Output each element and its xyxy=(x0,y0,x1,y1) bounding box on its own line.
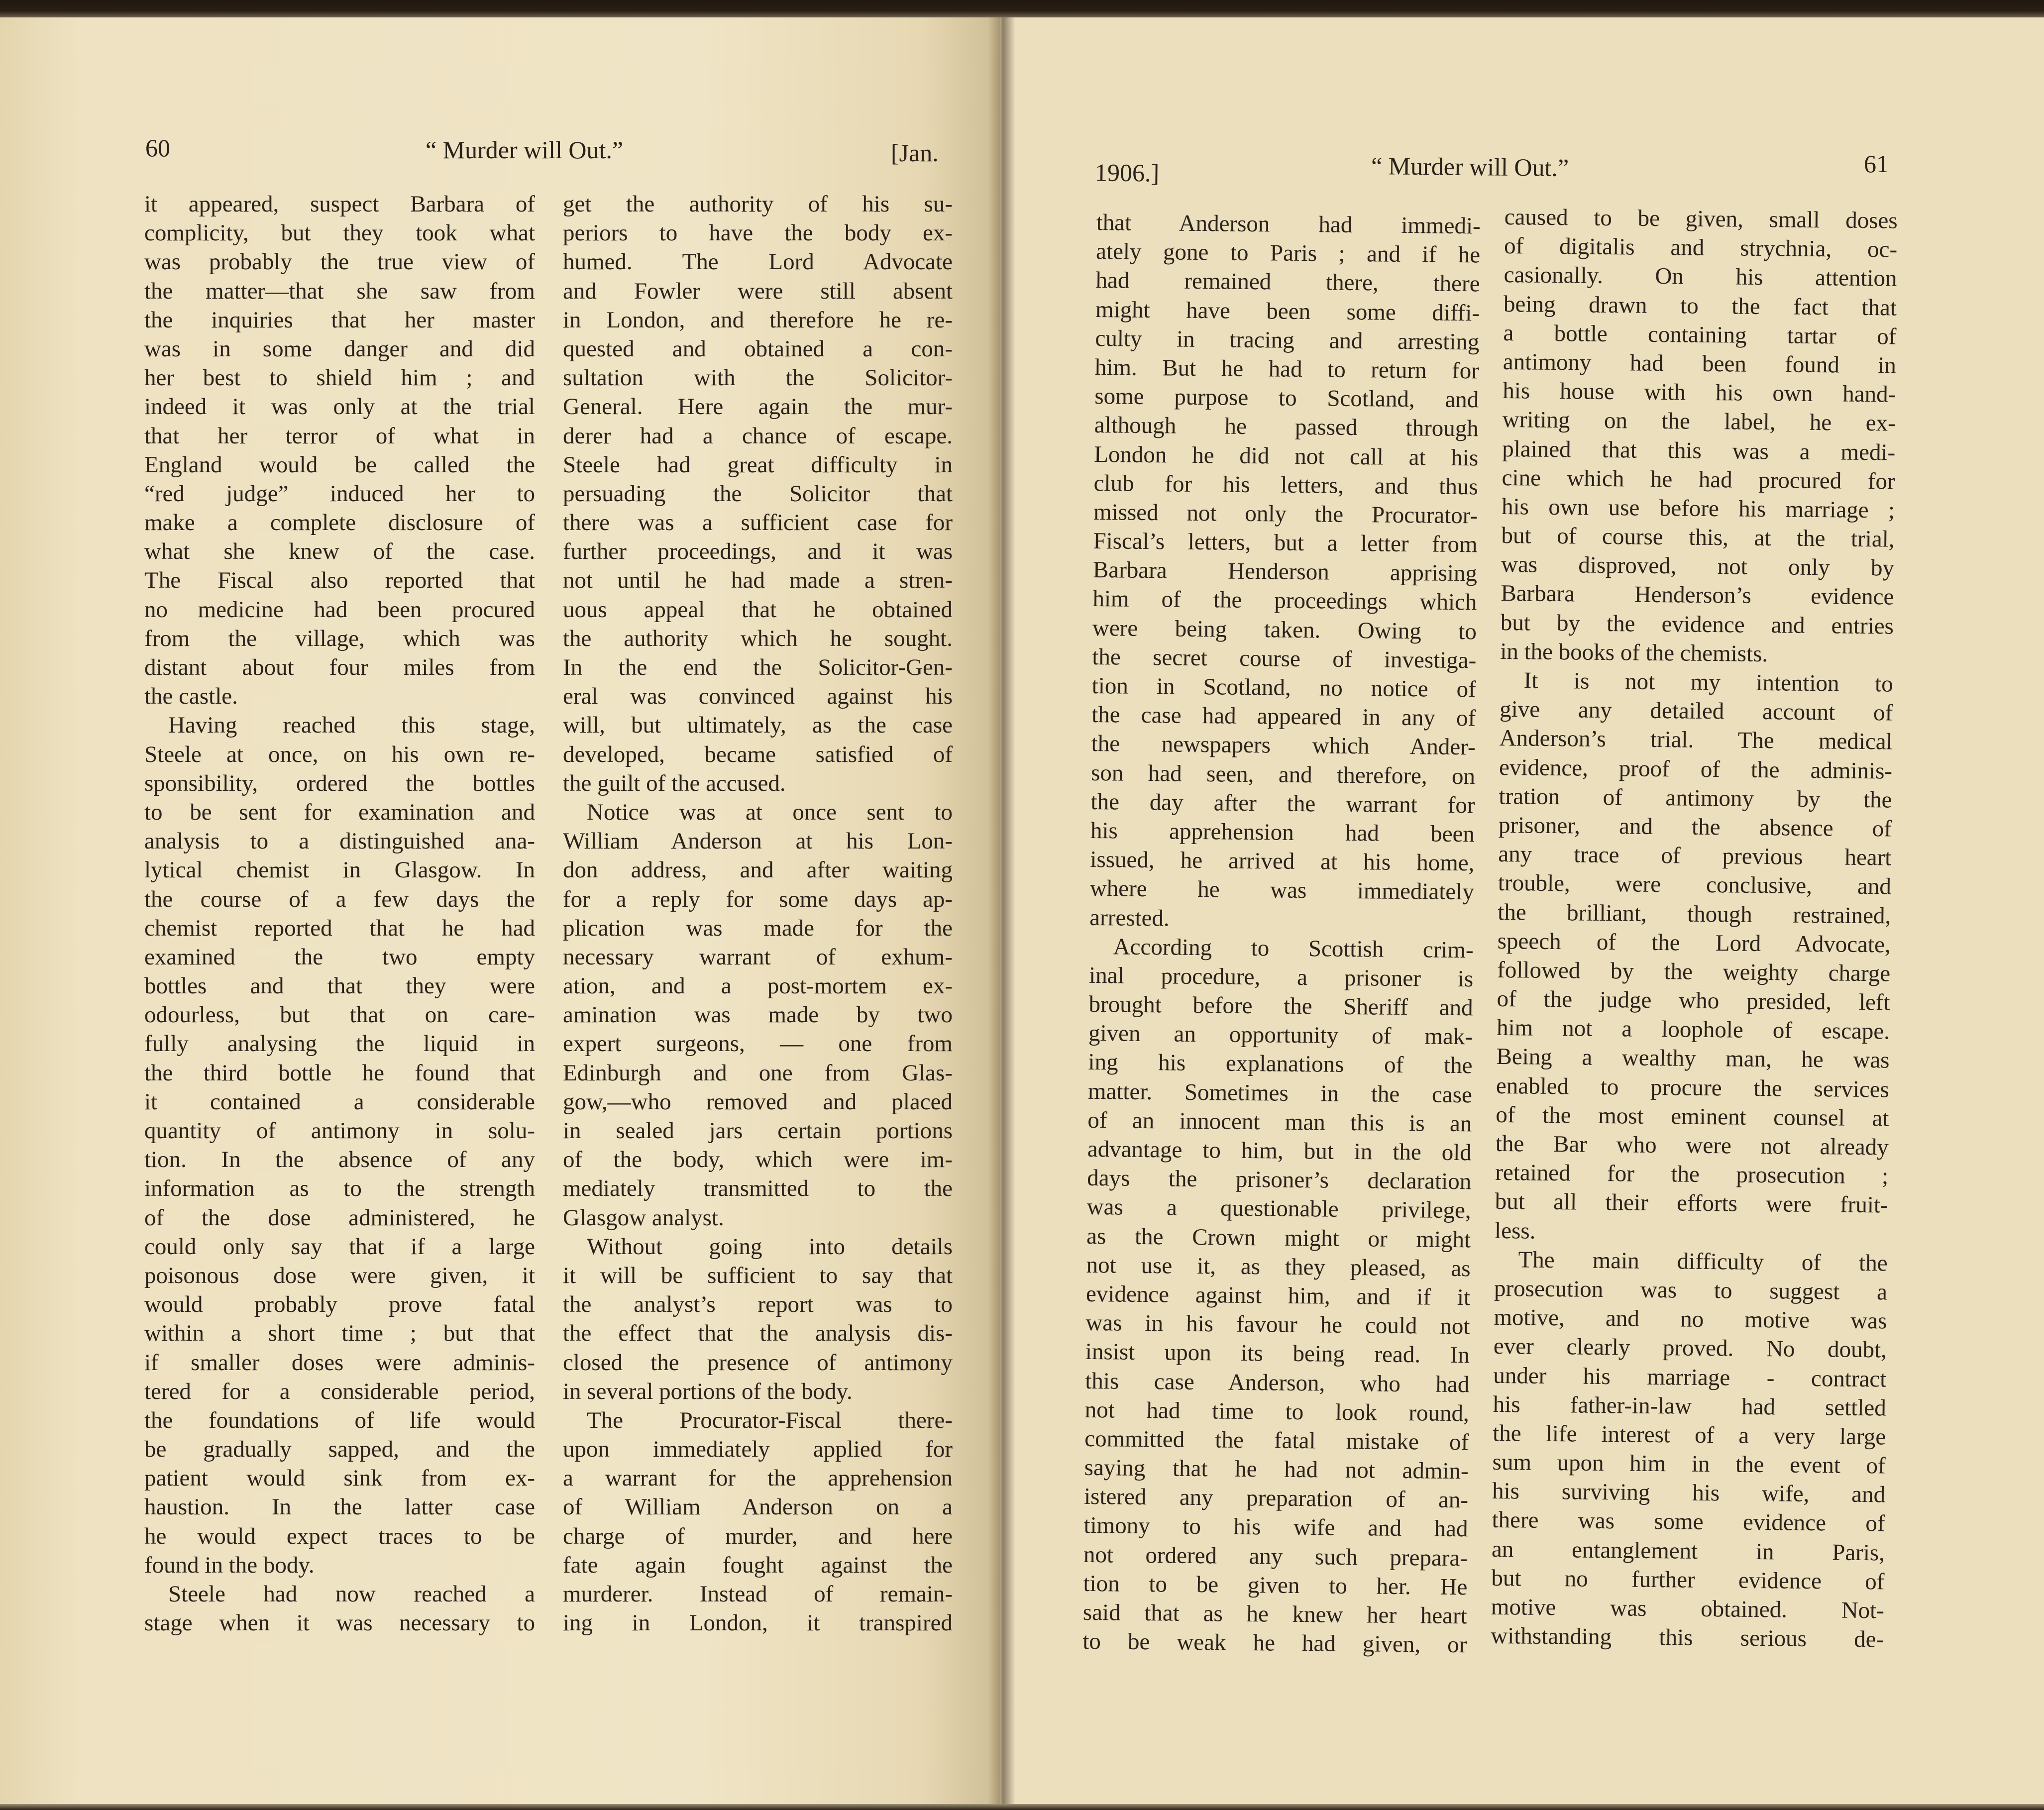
text-line: followed by the weighty charge xyxy=(1497,957,1891,987)
text-line: would probably prove fatal xyxy=(144,1291,535,1318)
text-line: don address, and after waiting xyxy=(563,857,953,883)
text-line: prisoner, and the absence of xyxy=(1498,812,1892,842)
text-line: uous appeal that he obtained xyxy=(563,596,953,623)
text-line: missed not only the Procurator- xyxy=(1093,499,1478,529)
text-line: his apprehension had been xyxy=(1090,817,1475,848)
text-line: ing his explanations of the xyxy=(1088,1049,1473,1079)
text-line: the authority which he sought. xyxy=(563,625,953,651)
text-line: chemist reported that he had xyxy=(144,915,535,941)
text-line: necessary warrant of exhum- xyxy=(563,944,953,970)
text-line: istered any preparation of an- xyxy=(1083,1484,1469,1513)
text-line: Barbara Henderson apprising xyxy=(1092,557,1478,587)
text-line: not had time to look round, xyxy=(1084,1396,1470,1426)
text-line: tion in Scotland, no notice of xyxy=(1091,672,1476,703)
text-line: in London, and therefore he re- xyxy=(563,307,953,333)
text-line: developed, became satisfied of xyxy=(563,741,953,767)
text-line: The main difficulty of the xyxy=(1518,1247,1888,1277)
text-line: motive, and no motive was xyxy=(1494,1304,1887,1334)
text-line: get the authority of his su- xyxy=(563,191,953,217)
text-line: found in the body. xyxy=(144,1552,315,1578)
text-line: of an innocent man this is an xyxy=(1087,1107,1472,1137)
text-line: his surviving his wife, and xyxy=(1492,1478,1886,1508)
text-line: the guilt of the accused. xyxy=(563,770,786,796)
text-line: committed the fatal mistake of xyxy=(1084,1425,1469,1456)
text-line: saying that he had not admin- xyxy=(1084,1454,1469,1485)
text-line: eral was convinced against his xyxy=(563,683,953,710)
text-line: insist upon its being read. In xyxy=(1085,1339,1470,1369)
text-line: motive was obtained. Not- xyxy=(1491,1594,1885,1624)
text-line: the effect that the analysis dis- xyxy=(563,1320,953,1347)
text-line: timony to his wife and had xyxy=(1083,1512,1468,1542)
text-line: stage when it was necessary to xyxy=(144,1610,535,1636)
text-line: It is not my intention to xyxy=(1523,667,1893,697)
text-line: “red judge” induced her to xyxy=(144,480,535,507)
text-line: it appeared, suspect Barbara of xyxy=(144,191,535,217)
text-line: mediately transmitted to the xyxy=(563,1175,953,1202)
text-line: General. Here again the mur- xyxy=(563,394,953,420)
text-line: advantage to him, but in the old xyxy=(1087,1136,1472,1166)
text-line: was disproved, not only by xyxy=(1501,551,1895,581)
text-line: given an opportunity of mak- xyxy=(1088,1020,1473,1050)
text-line: under his marriage - contract xyxy=(1493,1362,1887,1392)
text-line: the newspapers which Ander- xyxy=(1091,731,1476,760)
text-line: writing on the label, he ex- xyxy=(1502,407,1896,436)
text-line: brought before the Sheriff and xyxy=(1088,991,1473,1021)
text-line: was in his favour he could not xyxy=(1085,1310,1470,1340)
text-line: him. But he had to return for xyxy=(1094,354,1480,384)
book-gutter xyxy=(988,17,1015,1804)
text-line: in the books of the chemists. xyxy=(1500,638,1768,667)
text-line: no medicine had been procured xyxy=(144,596,535,623)
text-line: gow,—who removed and placed xyxy=(563,1088,953,1115)
text-line: of the dose administered, he xyxy=(144,1204,535,1231)
text-line: antimony had been found in xyxy=(1503,348,1897,379)
text-line: caused to be given, small doses xyxy=(1504,204,1898,234)
text-line: quested and obtained a con- xyxy=(563,335,953,362)
text-line: examined the two empty xyxy=(144,944,535,970)
text-line: be gradually sapped, and the xyxy=(144,1436,535,1463)
text-line: information as to the strength xyxy=(144,1175,535,1202)
left-page-number: 60 xyxy=(145,134,170,162)
text-line: The Fiscal also reported that xyxy=(144,567,535,594)
text-line: might have been some diffi- xyxy=(1095,296,1480,326)
text-line: London he did not call at his xyxy=(1094,441,1479,471)
text-line: speech of the Lord Advocate, xyxy=(1497,928,1891,958)
text-line: bottles and that they were xyxy=(144,973,535,999)
text-line: this case Anderson, who had xyxy=(1085,1368,1470,1397)
text-line: culty in tracing and arresting xyxy=(1095,325,1480,355)
text-line: although he passed through xyxy=(1094,412,1479,442)
text-line: ation, and a post-mortem ex- xyxy=(563,973,953,999)
text-line: In the end the Solicitor-Gen- xyxy=(563,654,953,680)
right-page-number: 61 xyxy=(1864,150,1889,178)
left-running-title: “ Murder will Out.” xyxy=(426,136,624,164)
text-line: of William Anderson on a xyxy=(563,1494,953,1520)
text-line: what she knew of the case. xyxy=(144,538,535,565)
text-line: plained that this was a medi- xyxy=(1502,435,1896,466)
text-line: periors to have the body ex- xyxy=(563,220,953,246)
text-line: his father-in-law had settled xyxy=(1493,1391,1887,1421)
text-line: club for his letters, and thus xyxy=(1093,470,1478,500)
text-line: matter. Sometimes in the case xyxy=(1087,1078,1473,1108)
text-line: being drawn to the fact that xyxy=(1503,291,1897,321)
text-line: Anderson’s trial. The medical xyxy=(1499,725,1893,755)
text-line: enabled to procure the services xyxy=(1496,1072,1890,1103)
text-line: he would expect traces to be xyxy=(144,1523,535,1549)
text-line: Fiscal’s letters, but a letter from xyxy=(1093,528,1478,558)
text-line: derer had a chance of escape. xyxy=(563,423,953,449)
text-line: tration of antimony by the xyxy=(1499,783,1892,813)
text-line: the brilliant, though restrained, xyxy=(1498,899,1891,929)
text-line: make a complete disclosure of xyxy=(144,510,535,536)
text-line: a warrant for the apprehension xyxy=(563,1465,953,1491)
text-line: The Procurator-Fiscal there- xyxy=(587,1407,953,1433)
text-line: the third bottle he found that xyxy=(144,1060,535,1086)
text-line: the life interest of a very large xyxy=(1493,1420,1886,1450)
text-line: there was some evidence of xyxy=(1492,1507,1885,1537)
text-line: of digitalis and strychnia, oc- xyxy=(1504,233,1898,263)
text-line: the inquiries that her master xyxy=(144,307,535,333)
text-line: him not a loophole of escape. xyxy=(1496,1015,1890,1045)
text-line: days the prisoner’s declaration xyxy=(1087,1165,1472,1195)
text-line: not use it, as they pleased, as xyxy=(1086,1252,1471,1282)
text-line: him of the proceedings which xyxy=(1092,586,1477,616)
text-line: not until he had made a stren- xyxy=(563,567,953,594)
text-line: could only say that if a large xyxy=(144,1233,535,1260)
text-line: an entanglement in Paris, xyxy=(1491,1536,1885,1566)
text-line: will, but ultimately, as the case xyxy=(563,712,953,739)
text-line: upon immediately applied for xyxy=(563,1436,953,1463)
text-line: ever clearly proved. No doubt, xyxy=(1493,1333,1887,1363)
text-line: lytical chemist in Glasgow. In xyxy=(144,857,535,883)
text-line: haustion. In the latter case xyxy=(144,1494,535,1520)
text-line: was a questionable privilege, xyxy=(1086,1194,1471,1224)
text-line: amination was made by two xyxy=(563,1002,953,1028)
text-line: evidence, proof of the adminis- xyxy=(1499,754,1893,784)
text-line: humed. The Lord Advocate xyxy=(563,249,953,275)
text-line: issued, he arrived at his home, xyxy=(1090,847,1475,876)
text-line: withstanding this serious de- xyxy=(1491,1623,1884,1653)
text-line: According to Scottish crim- xyxy=(1113,934,1474,963)
text-line: her best to shield him ; and xyxy=(144,365,535,391)
text-line: his house with his own hand- xyxy=(1503,378,1896,408)
text-line: William Anderson at his Lon- xyxy=(563,828,953,854)
text-line: were being taken. Owing to xyxy=(1092,615,1477,644)
text-line: but of course this, at the trial, xyxy=(1501,523,1895,552)
text-line: closed the presence of antimony xyxy=(563,1349,953,1376)
text-line: further proceedings, and it was xyxy=(563,538,953,565)
text-line: complicity, but they took what xyxy=(144,220,535,246)
text-line: casionally. On his attention xyxy=(1504,262,1897,292)
text-line: from the village, which was xyxy=(144,625,535,651)
text-line: the secret course of investiga- xyxy=(1092,643,1477,674)
text-line: murderer. Instead of remain- xyxy=(563,1581,953,1607)
text-line: quantity of antimony in solu- xyxy=(144,1118,535,1144)
text-line: give any detailed account of xyxy=(1499,696,1893,726)
text-line: arrested. xyxy=(1089,904,1170,931)
text-line: tered for a considerable period, xyxy=(144,1378,535,1404)
text-line: tion. In the absence of any xyxy=(144,1147,535,1173)
text-line: had remained there, there xyxy=(1095,267,1480,297)
right-column-2 xyxy=(1491,203,1898,1654)
text-line: Steele had now reached a xyxy=(168,1581,535,1607)
text-line: Being a wealthy man, he was xyxy=(1496,1044,1890,1073)
text-line: but by the evidence and entries xyxy=(1500,609,1894,639)
text-line: the matter—that she saw from xyxy=(144,278,535,304)
text-line: sultation with the Solicitor- xyxy=(563,365,953,391)
text-line: evidence against him, and if it xyxy=(1085,1280,1471,1311)
text-line: fully analysing the liquid in xyxy=(144,1031,535,1057)
text-line: in several portions of the body. xyxy=(563,1378,853,1404)
text-line: of the most eminent counsel at xyxy=(1496,1101,1889,1132)
text-line: the day after the warrant for xyxy=(1090,788,1475,819)
text-line: prosecution was to suggest a xyxy=(1494,1275,1888,1305)
text-line: that Anderson had immedi- xyxy=(1096,209,1481,239)
text-line: Without going into details xyxy=(587,1233,953,1260)
text-line: the foundations of life would xyxy=(144,1407,535,1433)
right-date-mark: 1906.] xyxy=(1094,158,1160,187)
text-line: cine which he had procured for xyxy=(1502,464,1895,495)
text-line: persuading the Solicitor that xyxy=(563,480,953,507)
text-line: as the Crown might or might xyxy=(1086,1223,1471,1253)
text-line: Having reached this stage, xyxy=(168,712,535,739)
text-line: to be sent for examination and xyxy=(144,799,535,825)
text-line: said that as he knew her heart xyxy=(1082,1599,1468,1629)
text-line: Barbara Henderson’s evidence xyxy=(1501,580,1894,610)
text-line: was in some danger and did xyxy=(144,335,535,362)
text-line: fate again fought against the xyxy=(563,1552,953,1578)
text-line: distant about four miles from xyxy=(144,654,535,680)
text-line: less. xyxy=(1494,1217,1536,1244)
text-line: odourless, but that on care- xyxy=(144,1002,535,1028)
text-line: of the judge who presided, left xyxy=(1497,985,1890,1016)
text-line: his own use before his marriage ; xyxy=(1501,493,1895,524)
text-line: it contained a considerable xyxy=(144,1088,535,1115)
text-line: to be weak he had given, or xyxy=(1082,1628,1467,1658)
text-line: ately gone to Paris ; and if he xyxy=(1095,238,1481,268)
left-column-1 xyxy=(144,190,535,1637)
text-line: that her terror of what in xyxy=(144,423,535,449)
right-running-title: “ Murder will Out.” xyxy=(1371,152,1569,182)
text-line: there was a sufficient case for xyxy=(563,510,953,536)
text-line: Steele had great difficulty in xyxy=(563,451,953,478)
text-line: some purpose to Scotland, and xyxy=(1094,383,1479,413)
text-line: plication was made for the xyxy=(563,915,953,941)
text-line: sum upon him in the event of xyxy=(1492,1449,1886,1479)
text-line: expert surgeons, — one from xyxy=(563,1031,953,1057)
text-line: England would be called the xyxy=(144,451,535,478)
text-line: ing in London, it transpired xyxy=(563,1610,953,1636)
text-line: tion to be given to her. He xyxy=(1083,1570,1468,1600)
text-line: for a reply for some days ap- xyxy=(563,886,953,912)
text-line: within a short time ; but that xyxy=(144,1320,535,1347)
text-line: son had seen, and therefore, on xyxy=(1090,759,1476,789)
text-line: Notice was at once sent to xyxy=(587,799,953,825)
text-line: not ordered any such prepara- xyxy=(1083,1541,1468,1571)
text-line: analysis to a distinguished ana- xyxy=(144,828,535,854)
text-line: Glasgow analyst. xyxy=(563,1204,724,1231)
text-line: the course of a few days the xyxy=(144,886,535,912)
text-line: of the body, which were im- xyxy=(563,1147,953,1173)
text-line: patient would sink from ex- xyxy=(144,1465,535,1491)
text-line: the Bar who were not already xyxy=(1495,1130,1889,1161)
text-line: trouble, were conclusive, and xyxy=(1498,870,1892,900)
text-line: it will be sufficient to say that xyxy=(563,1262,953,1288)
text-line: and Fowler were still absent xyxy=(563,278,953,304)
text-line: but all their efforts were fruit- xyxy=(1495,1188,1888,1218)
text-line: indeed it was only at the trial xyxy=(144,394,535,420)
text-line: where he was immediately xyxy=(1089,875,1475,905)
text-line: a bottle containing tartar of xyxy=(1503,319,1897,350)
text-line: was probably the true view of xyxy=(144,249,535,275)
text-line: retained for the prosecution ; xyxy=(1495,1160,1889,1189)
text-line: poisonous dose were given, it xyxy=(144,1262,535,1288)
text-line: the analyst’s report was to xyxy=(563,1291,953,1318)
text-line: any trace of previous heart xyxy=(1498,841,1892,871)
text-line: Edinburgh and one from Glas- xyxy=(563,1060,953,1086)
right-column-1 xyxy=(1082,208,1481,1660)
left-column-2 xyxy=(563,190,953,1637)
text-line: charge of murder, and here xyxy=(563,1523,953,1549)
text-line: sponsibility, ordered the bottles xyxy=(144,770,535,796)
left-date-mark: [Jan. xyxy=(891,139,939,167)
text-line: Steele at once, on his own re- xyxy=(144,741,535,767)
text-line: if smaller doses were adminis- xyxy=(144,1349,535,1376)
text-line: inal procedure, a prisoner is xyxy=(1088,962,1474,992)
text-line: in sealed jars certain portions xyxy=(563,1118,953,1144)
text-line: the castle. xyxy=(144,683,238,710)
text-line: but no further evidence of xyxy=(1491,1565,1885,1595)
text-line: the case had appeared in any of xyxy=(1091,702,1476,732)
